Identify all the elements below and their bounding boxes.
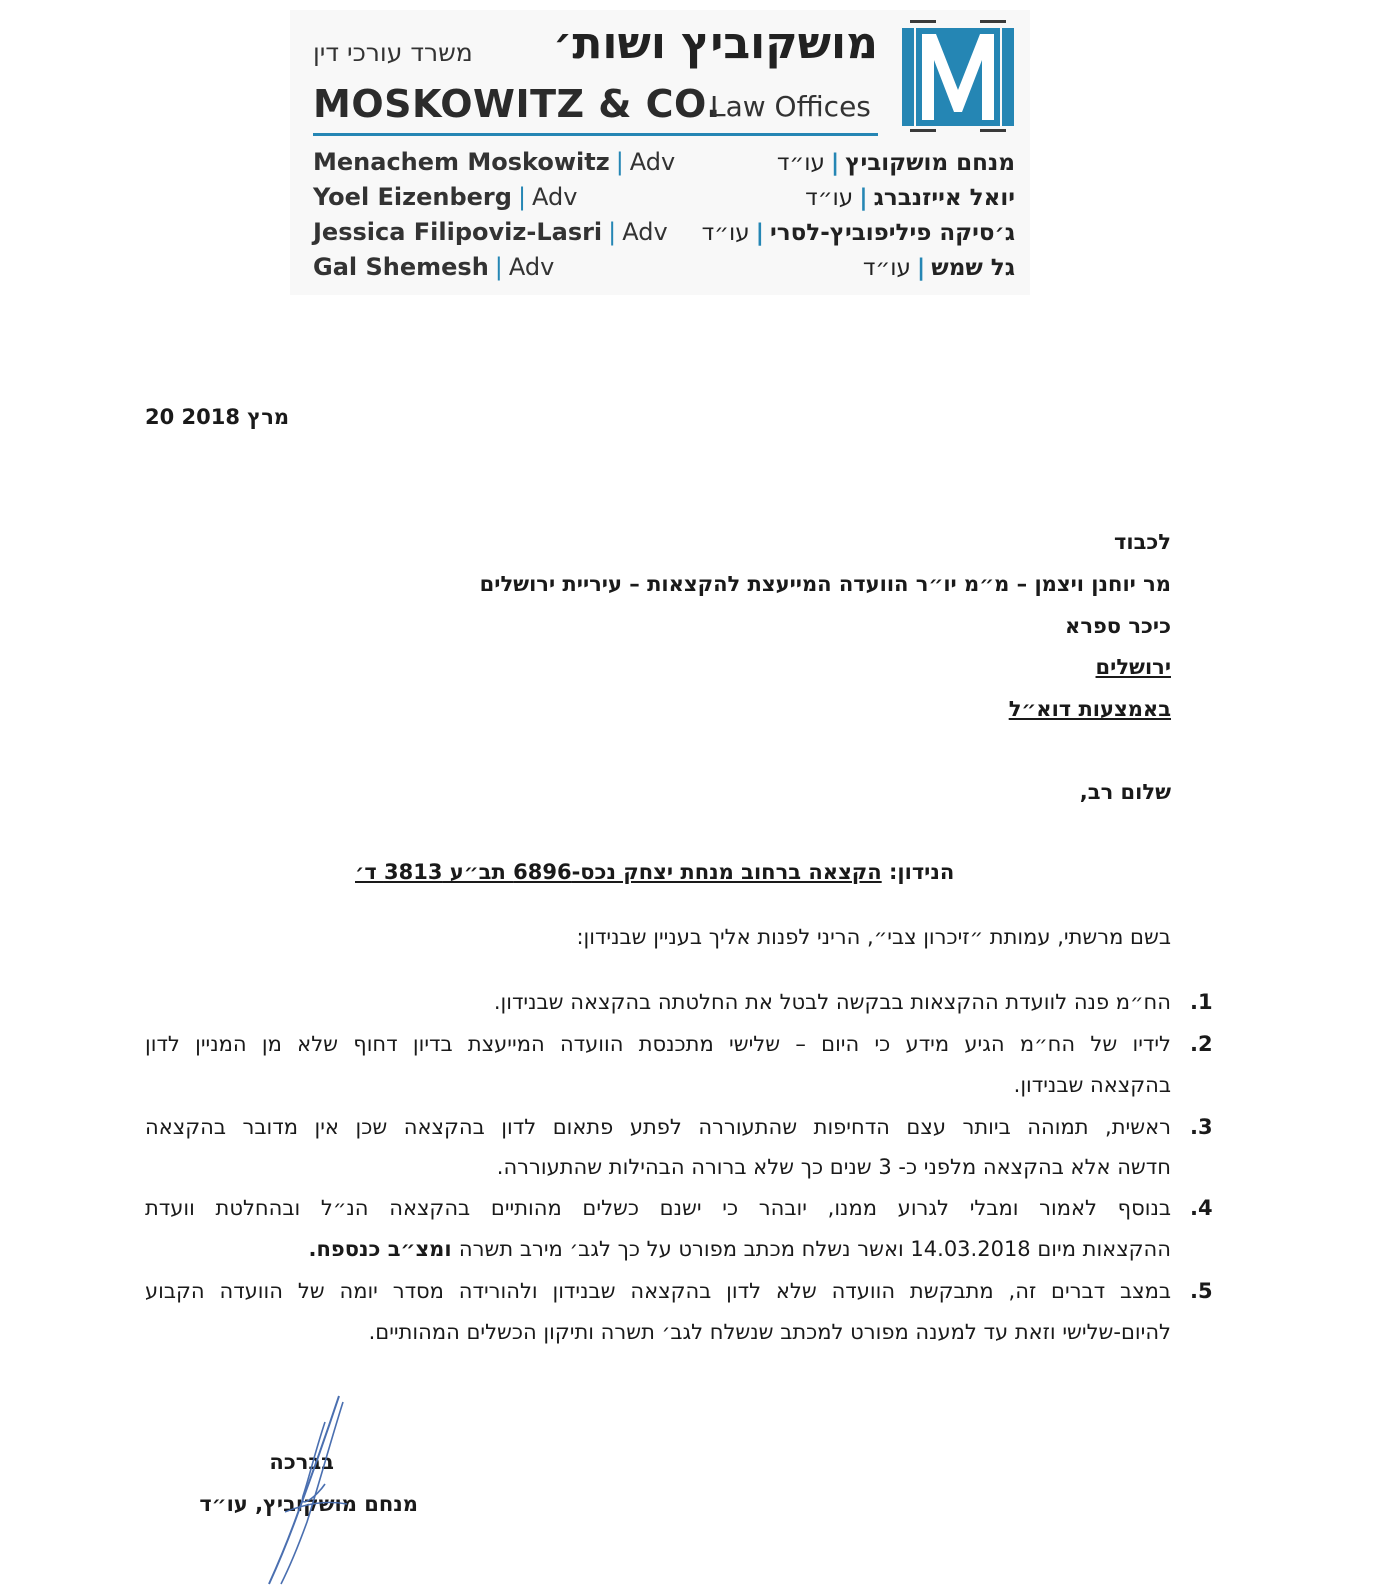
para-1-line-1: הח״מ פנה לוועדת ההקצאות בבקשה לבטל את החלטתה בהקצאה שבנידון.: [493, 990, 1171, 1014]
para-5-number: .5: [1190, 1279, 1213, 1303]
lawyer-he-4: גל שמש|עו״ד: [862, 255, 1015, 281]
firm-name-english: MOSKOWITZ & CO.: [313, 82, 721, 126]
firm-name-hebrew: מושקוביץ ושות׳: [552, 18, 878, 69]
para-5-line-2: להיום-שלישי וזאת עד למענה מפורט למכתב שנשלח לגב׳ תשרה ותיקון הכשלים המהותיים.: [368, 1320, 1171, 1344]
lawyer-en-1: Menachem Moskowitz | Adv: [313, 148, 676, 176]
lawyer-en-2: Yoel Eizenberg | Adv: [313, 183, 578, 211]
para-1-number: .1: [1190, 990, 1213, 1014]
recipient-to: לכבוד: [1114, 530, 1171, 554]
subject-line: [355, 860, 954, 884]
para-4-line-1: בנוסף לאמור ומבלי לגרוע ממנו, יובהר כי ישנם כשלים מהותיים בהקצאה הנ״ל ובהחלטת וועדת: [145, 1196, 1171, 1220]
firm-logo-icon: [902, 16, 1016, 136]
closing: בברכה: [269, 1450, 334, 1474]
recipient-city: ירושלים: [1095, 655, 1171, 679]
para-4-number: .4: [1190, 1196, 1213, 1220]
para-2-line-1: לידיו של הח״מ הגיע מידע כי היום – שלישי מתכנסת הוועדה המייעצת בדיון דחוף שלא מן המניין לדון: [145, 1032, 1171, 1056]
delivery-method: באמצעות דוא״ל: [1008, 697, 1171, 721]
greeting: שלום רב,: [1079, 780, 1171, 804]
intro-line: בשם מרשתי, עמותת ״זיכרון צבי״, הריני לפנות אליך בעניין שבנידון:: [576, 925, 1171, 949]
lawyer-he-1: מנחם מושקוביץ|עו״ד: [776, 150, 1015, 176]
signature-icon: [255, 1392, 355, 1587]
subject-label: הנידון:: [889, 860, 955, 884]
subject-text: הקצאה ברחוב מנחת יצחק נכס-6896 תב״ע 3813 ד׳: [355, 860, 882, 884]
recipient-address: כיכר ספרא: [1065, 614, 1171, 638]
recipient-name: מר יוחנן ויצמן – מ״מ יו״ר הוועדה המייעצת להקצאות – עיריית ירושלים: [479, 572, 1171, 596]
signer-name: מנחם מושקוביץ, עו״ד: [199, 1492, 418, 1516]
para-3-line-1: ראשית, תמוהה ביותר עצם הדחיפות שהתעוררה לפתע פתאום לדון בהקצאה שכן אין מדובר בהקצאה: [145, 1115, 1171, 1139]
letter-date: 20 מרץ 2018: [145, 405, 290, 429]
letterhead-rule: [313, 133, 878, 136]
lawyer-he-2: יואל אייזנברג|עו״ד: [805, 185, 1015, 211]
para-4-bold-tail: ומצ״ב כנספח.: [308, 1237, 459, 1261]
lawyer-en-4: Gal Shemesh | Adv: [313, 253, 555, 281]
firm-subtitle-hebrew: משרד עורכי דין: [313, 38, 473, 67]
lawyer-en-3: Jessica Filipoviz-Lasri | Adv: [313, 218, 668, 246]
para-3-number: .3: [1190, 1115, 1213, 1139]
para-5-line-1: במצב דברים זה, מתבקשת הוועדה שלא לדון בהקצאה שבנידון ולהורידה מסדר יומה של הוועדה הקבוע: [145, 1279, 1171, 1303]
firm-subtitle-english: Law Offices: [710, 90, 871, 123]
para-2-line-2: בהקצאה שבנידון.: [1013, 1073, 1171, 1097]
para-3-line-2: חדשה אלא בהקצאה מלפני כ- 3 שנים כך שלא ברורה הבהילות שהתעוררה.: [496, 1155, 1171, 1179]
lawyer-he-3: ג׳סיקה פיליפוביץ-לסרי|עו״ד: [701, 220, 1015, 246]
para-4-line-2: ההקצאות מיום 14.03.2018 ואשר נשלח מכתב מפורט על כך לגב׳ מירב תשרה ומצ״ב כנספח.: [308, 1237, 1171, 1261]
para-2-number: .2: [1190, 1032, 1213, 1056]
